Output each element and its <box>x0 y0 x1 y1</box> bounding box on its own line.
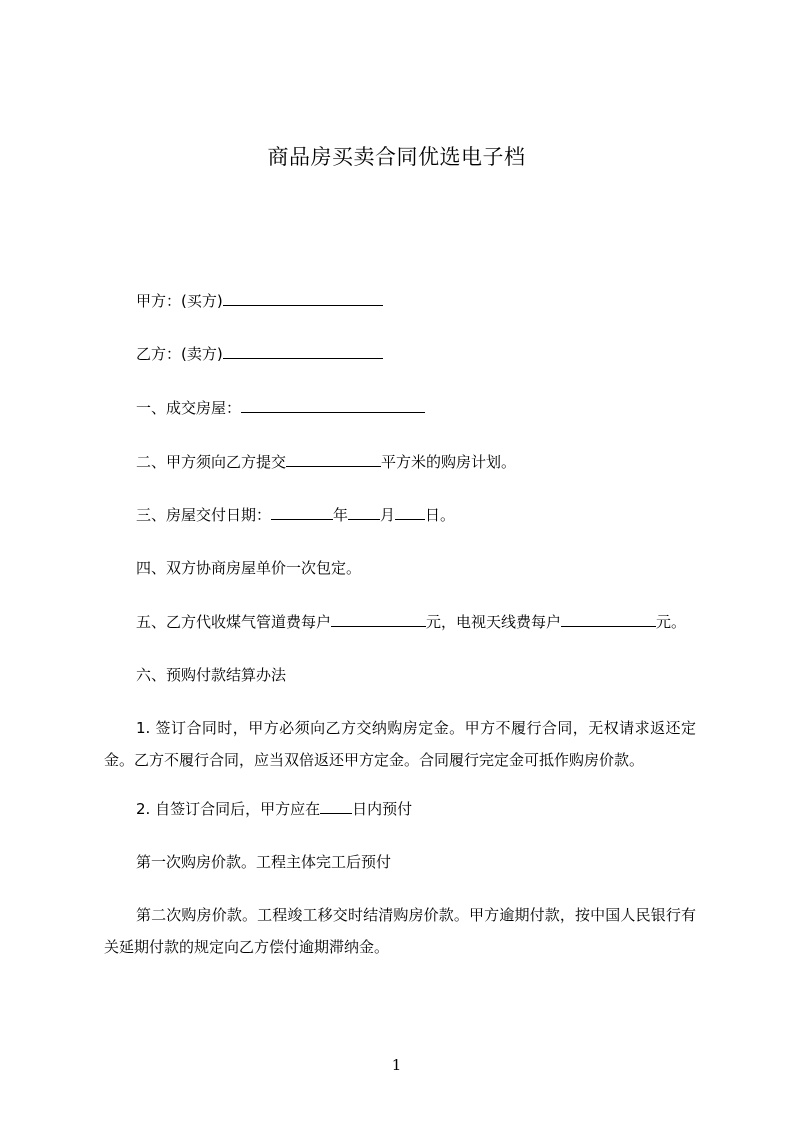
item-4-unit-price: 四、双方协商房屋单价一次包定。 <box>136 559 362 577</box>
item-5-part2: 元，电视天线费每户 <box>426 613 562 631</box>
day-label: 日。 <box>425 506 456 524</box>
year-blank <box>271 505 333 520</box>
item-3-delivery-date <box>136 505 455 525</box>
party-b-blank <box>223 344 383 359</box>
clause-2-before: 2. 自签订合同后，甲方应在 <box>136 800 321 818</box>
item-2-after: 平方米的购房计划。 <box>381 453 517 471</box>
item-2-before: 二、甲方须向乙方提交 <box>136 453 287 471</box>
item-5-fees <box>136 612 686 632</box>
party-a-line <box>136 291 383 311</box>
item-2-purchase-plan <box>136 452 516 472</box>
item-5-part3: 元。 <box>656 613 687 631</box>
month-label: 月 <box>380 506 396 524</box>
first-payment: 第一次购房价款。工程主体完工后预付 <box>136 853 392 871</box>
party-b-label: 乙方：(卖方) <box>136 345 223 363</box>
item-2-blank <box>286 452 381 467</box>
party-a-blank <box>223 291 383 306</box>
gas-fee-blank <box>331 612 426 627</box>
month-blank <box>348 505 380 520</box>
item-5-part1: 五、乙方代收煤气管道费每户 <box>136 613 332 631</box>
item-3-label: 三、房屋交付日期： <box>136 506 272 524</box>
year-label: 年 <box>333 506 349 524</box>
item-1-label: 一、成交房屋： <box>136 399 242 417</box>
page-number: 1 <box>391 1056 402 1074</box>
clause-2-prepay <box>136 799 412 819</box>
document-title: 商品房买卖合同优选电子档 <box>267 145 526 169</box>
item-1-blank <box>241 398 425 413</box>
item-6-payment-method: 六、预购付款结算办法 <box>136 666 287 684</box>
tv-fee-blank <box>561 612 656 627</box>
clause-1-deposit: 1. 签订合同时，甲方必须向乙方交纳购房定金。甲方不履行合同，无权请求返还定金。乙方不履行合同，应当双倍返还甲方定金。合同履行完定金可抵作购房价款。 <box>104 719 696 769</box>
party-a-label: 甲方：(买方) <box>136 292 223 310</box>
clause-2-after: 日内预付 <box>352 800 413 818</box>
party-b-line <box>136 344 383 364</box>
second-payment: 第二次购房价款。工程竣工移交时结清购房价款。甲方逾期付款，按中国人民银行有关延期付款的规定向乙方偿付逾期滞纳金。 <box>104 906 696 956</box>
day-blank <box>395 505 425 520</box>
days-blank <box>320 799 352 814</box>
item-1-house <box>136 398 425 418</box>
